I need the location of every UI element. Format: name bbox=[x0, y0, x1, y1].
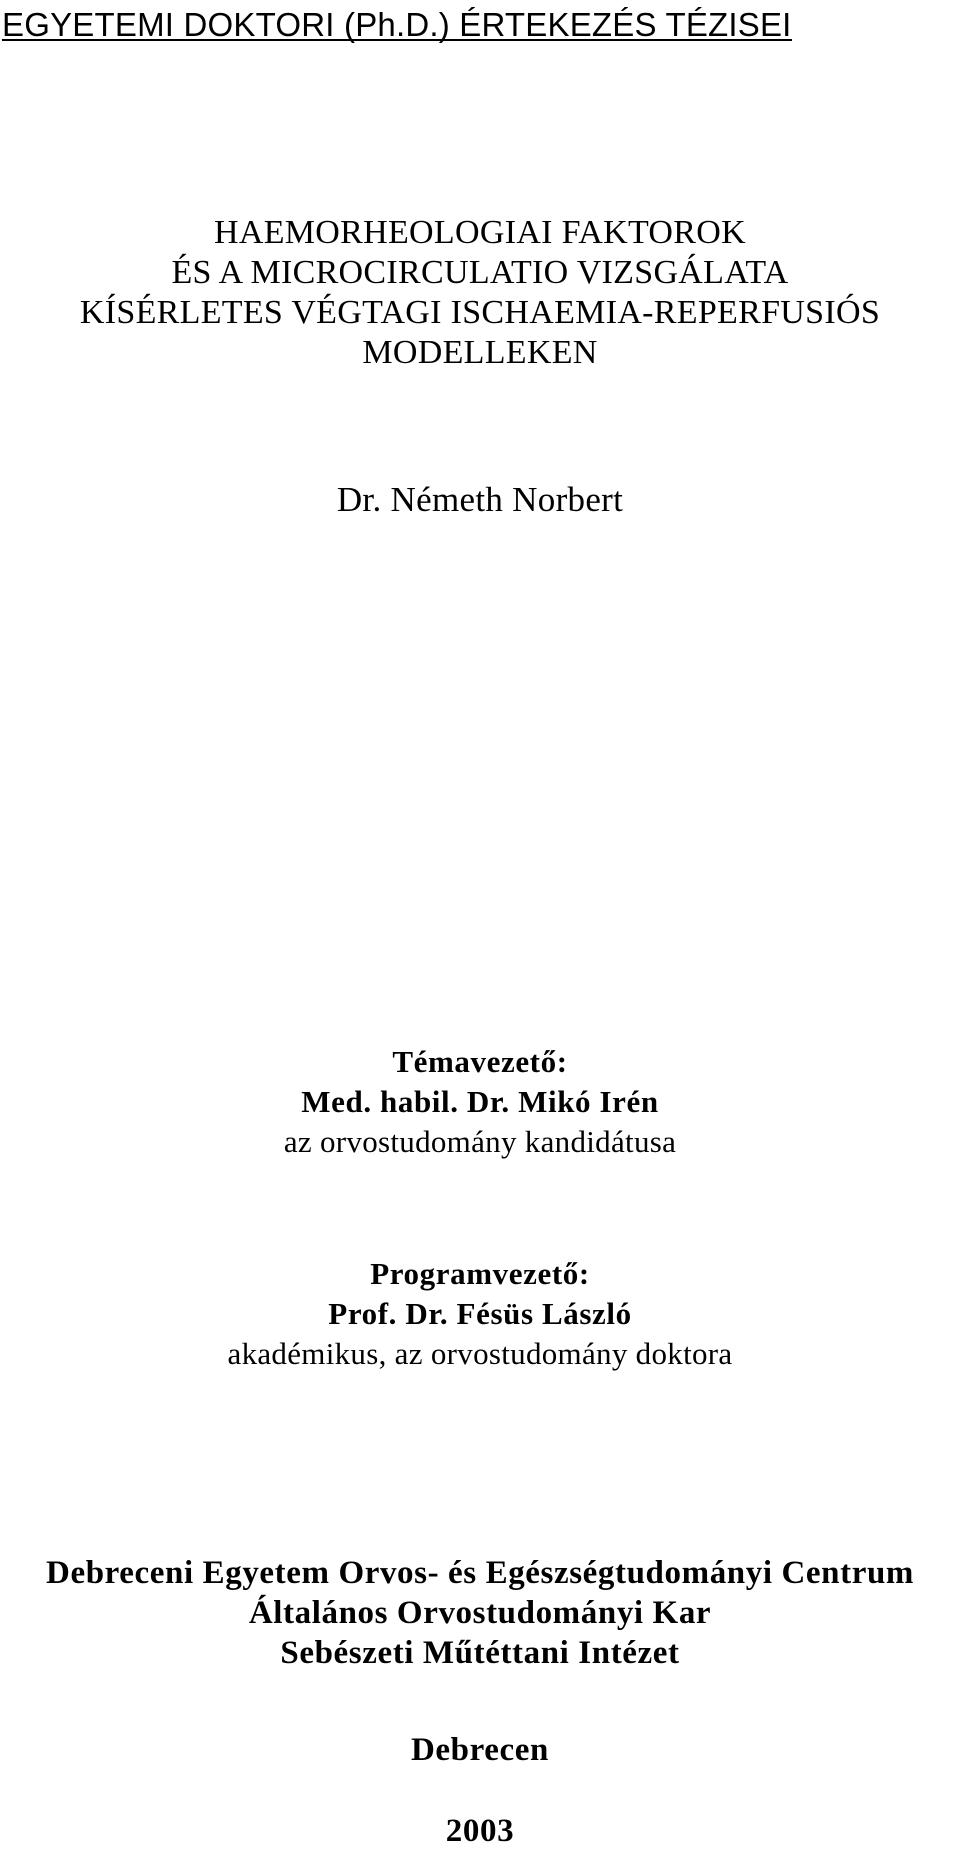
program-leader-label: Programvezető: bbox=[370, 1256, 590, 1291]
program-leader-block bbox=[0, 1254, 960, 1374]
institution-line-faculty: Általános Orvostudományi Kar bbox=[248, 1595, 712, 1631]
city: Debrecen bbox=[411, 1732, 549, 1768]
institution-line-university: Debreceni Egyetem Orvos- és Egészségtudományi Centrum bbox=[46, 1555, 914, 1591]
thesis-title-line-3: KÍSÉRLETES VÉGTAGI ISCHAEMIA-REPERFUSIÓS bbox=[79, 294, 881, 331]
thesis-title-line-2: ÉS A MICROCIRCULATIO VIZSGÁLATA bbox=[171, 254, 789, 291]
institution-block bbox=[0, 1553, 960, 1673]
institution-line-department: Sebészeti Műtéttani Intézet bbox=[280, 1635, 680, 1671]
supervisor-block bbox=[0, 1042, 960, 1162]
thesis-title-line-4: MODELLEKEN bbox=[362, 334, 598, 371]
thesis-title-line-1: HAEMORHEOLOGIAI FAKTOROK bbox=[214, 214, 746, 251]
year: 2003 bbox=[445, 1813, 515, 1849]
supervisor-label: Témavezető: bbox=[392, 1044, 568, 1079]
thesis-title bbox=[0, 213, 960, 373]
supervisor-degree: az orvostudomány kandidátusa bbox=[283, 1124, 677, 1159]
program-leader-degree: akadémikus, az orvostudomány doktora bbox=[227, 1336, 733, 1371]
supervisor-name: Med. habil. Dr. Mikó Irén bbox=[301, 1084, 659, 1119]
author-name: Dr. Németh Norbert bbox=[336, 480, 624, 519]
document-header-title: EGYETEMI DOKTORI (Ph.D.) ÉRTEKEZÉS TÉZISEI bbox=[2, 2, 792, 48]
program-leader-name: Prof. Dr. Fésüs László bbox=[328, 1296, 632, 1331]
